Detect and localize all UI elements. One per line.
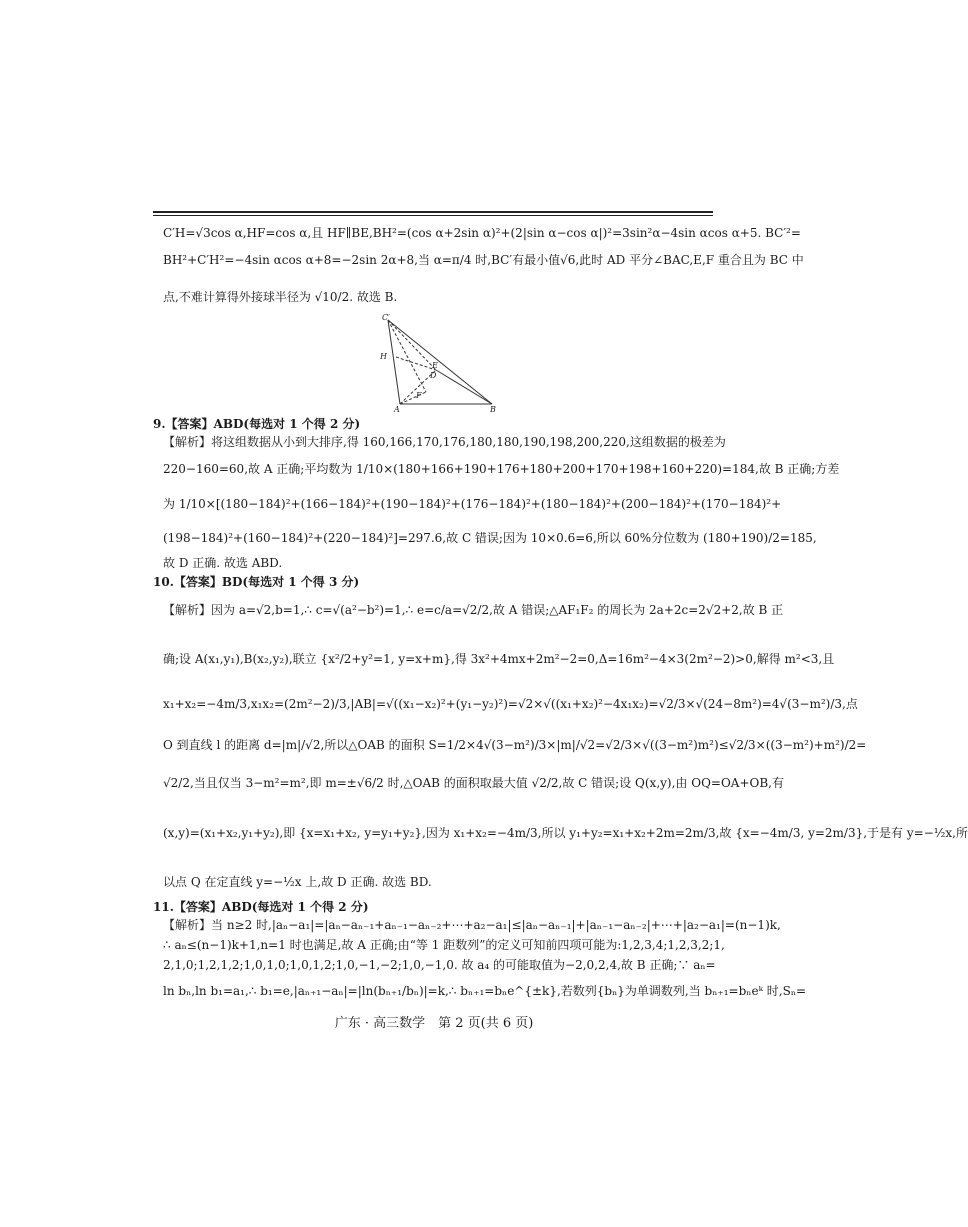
label-e: E (432, 361, 438, 370)
q9-heading: 9.【答案】ABD(每选对 1 个得 2 分) (153, 417, 361, 431)
label-d: D (430, 371, 437, 380)
q10-line-2: 确;设 A(x₁,y₁),B(x₂,y₂),联立 {x²/2+y²=1, y=x+m},得 3x²+4mx+2m²−2=0,Δ=16m²−4×3(2m²−2)>0,解得 m²<3,且 (163, 652, 835, 666)
edge-c-f (388, 320, 426, 392)
q10-line-6: (x,y)=(x₁+x₂,y₁+y₂),即 {x=x₁+x₂, y=y₁+y₂},因为 x₁+x₂=−4m/3,所以 y₁+y₂=x₁+x₂+2m=2m/3,故 {x=−4m/3, y=2m/3},于是有 y=−½x,所 (163, 826, 968, 840)
geometry-figure (370, 312, 510, 414)
q11-line-3: 2,1,0;1,2,1,2;1,0,1,0;1,0,1,2;1,0,−1,−2;1,0,−1,0. 故 a₄ 的可能取值为−2,0,2,4,故 B 正确;∵ aₙ= (163, 958, 716, 972)
q9-line-3: 为 1/10×[(180−184)²+(166−184)²+(190−184)²+(176−184)²+(180−184)²+(200−184)²+(170−184)²+ (163, 497, 782, 511)
edge-c-b (388, 320, 492, 404)
q8-line-2: BH²+C′H²=−4sin αcos α+8=−2sin 2α+8,当 α=π/4 时,BC′有最小值√6,此时 AD 平分∠BAC,E,F 重合且为 BC 中 (163, 253, 804, 267)
q11-line-4: ln bₙ,ln b₁=a₁,∴ b₁=e,|aₙ₊₁−aₙ|=|ln(bₙ₊₁/bₙ)|=k,∴ bₙ₊₁=bₙe^{±k},若数列{bₙ}为单调数列,当 bₙ₊₁=bₙeᵏ 时,Sₙ= (163, 984, 807, 998)
q11-heading: 11.【答案】ABD(每选对 1 个得 2 分) (153, 900, 369, 914)
label-f: F (416, 391, 422, 400)
edge-c-a (388, 320, 400, 404)
q11-line-2: ∴ aₙ≤(n−1)k+1,n=1 时也满足,故 A 正确;由“等 1 距数列”的定义可知前四项可能为:1,2,3,4;1,2,3,2;1, (163, 938, 725, 952)
q10-heading: 10.【答案】BD(每选对 1 个得 3 分) (153, 575, 360, 589)
q10-line-3: x₁+x₂=−4m/3,x₁x₂=(2m²−2)/3,|AB|=√((x₁−x₂)²+(y₁−y₂)²)=√2×√((x₁+x₂)²−4x₁x₂)=√2/3×√(24−8m²)=4√(3−m²)/3,点 (163, 697, 858, 711)
label-c: C′ (382, 313, 390, 322)
label-b: B (490, 405, 496, 414)
header-rule-thin (153, 215, 713, 216)
q8-line-3: 点,不难计算得外接球半径为 √10/2. 故选 B. (163, 290, 398, 304)
q11-line-1: 【解析】当 n≥2 时,|aₙ−a₁|=|aₙ−aₙ₋₁+aₙ₋₁−aₙ₋₂+⋯+a₂−a₁|≤|aₙ−aₙ₋₁|+|aₙ₋₁−aₙ₋₂|+⋯+|a₂−a₁|=(n−1)k, (163, 918, 781, 932)
label-a: A (394, 405, 400, 414)
page-footer: 广东 · 高三数学 第 2 页(共 6 页) (334, 1016, 534, 1031)
q9-line-5: 故 D 正确. 故选 ABD. (163, 556, 283, 570)
q9-line-2: 220−160=60,故 A 正确;平均数为 1/10×(180+166+190+176+180+200+170+198+160+220)=184,故 B 正确;方差 (163, 462, 840, 476)
label-h: H (380, 352, 387, 361)
q10-line-7: 以点 Q 在定直线 y=−½x 上,故 D 正确. 故选 BD. (163, 875, 432, 889)
q9-line-1: 【解析】将这组数据从小到大排序,得 160,166,170,176,180,180,190,198,200,220,这组数据的极差为 (163, 435, 726, 449)
header-rule (153, 211, 713, 213)
q10-line-4: O 到直线 l 的距离 d=|m|/√2,所以△OAB 的面积 S=1/2×4√(3−m²)/3×|m|/√2=√2/3×√((3−m²)m²)≤√2/3×((3−m²)+m²)/2= (163, 738, 867, 752)
q10-line-5: √2/2,当且仅当 3−m²=m²,即 m=±√6/2 时,△OAB 的面积取最大值 √2/2,故 C 错误;设 Q(x,y),由 OQ=OA+OB,有 (163, 776, 784, 790)
q9-line-4: (198−184)²+(160−184)²+(220−184)²]=297.6,故 C 错误;因为 10×0.6=6,所以 60%分位数为 (180+190)/2=185, (163, 531, 817, 545)
edge-d-b (436, 370, 492, 404)
edge-a-f (400, 392, 426, 404)
q10-line-1: 【解析】因为 a=√2,b=1,∴ c=√(a²−b²)=1,∴ e=c/a=√2/2,故 A 错误;△AF₁F₂ 的周长为 2a+2c=2√2+2,故 B 正 (163, 603, 784, 617)
q8-line-1: C′H=√3cos α,HF=cos α,且 HF∥BE,BH²=(cos α+2sin α)²+(2|sin α−cos α|)²=3sin²α−4sin αcos α+5. BC′²= (163, 226, 801, 240)
